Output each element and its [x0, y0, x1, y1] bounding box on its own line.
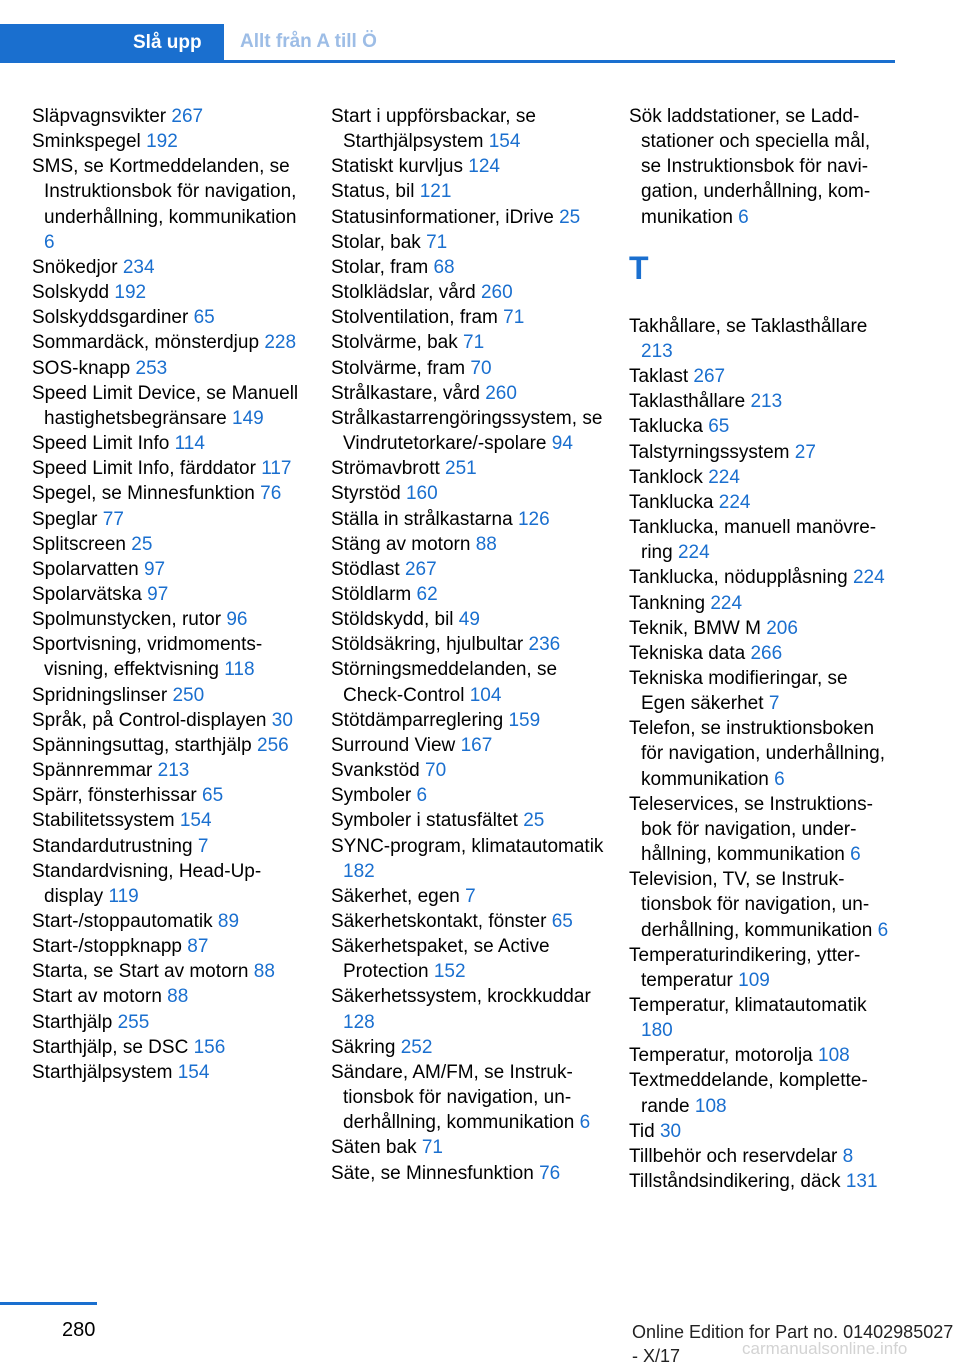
index-term: Taklucka [629, 416, 703, 438]
index-entry [331, 884, 609, 909]
index-entry [331, 733, 609, 758]
index-entry [32, 834, 310, 859]
index-term: Stolar, bak [331, 231, 421, 253]
index-term: Stödlast [331, 558, 400, 580]
index-term: Television, TV, se Instruktionsbok för navigation, underhållning, kommunikation [629, 869, 873, 941]
index-term: SOS-knapp [32, 357, 131, 379]
index-entry [32, 859, 310, 909]
index-entry [331, 1161, 609, 1186]
index-term: Teleservices, se Instruktionsbok för navigation, underhållning, kommunikation [629, 793, 873, 866]
page-ref-link[interactable]: 88 [167, 986, 189, 1008]
index-term: Stolar, fram [331, 256, 429, 278]
index-entry [331, 154, 609, 179]
index-entry [32, 984, 310, 1009]
header-tabbar [0, 0, 960, 64]
index-term: Tillbehör och reservdelar [629, 1145, 838, 1167]
index-entry [629, 716, 895, 791]
index-term: Solskyddsgardiner [32, 307, 189, 329]
index-entry [629, 1068, 895, 1118]
index-column-1 [32, 104, 310, 1085]
page-ref-link[interactable]: 206 [766, 617, 798, 639]
index-term: Solskydd [32, 282, 110, 304]
index-term: Spänningsuttag, starthjälp [32, 734, 252, 756]
page-ref-link[interactable]: 154 [177, 1061, 210, 1083]
index-term: Surround View [331, 734, 456, 756]
index-entry [32, 808, 310, 833]
index-entry [629, 616, 895, 641]
page-ref-link[interactable]: 114 [174, 433, 205, 455]
index-entry [629, 314, 895, 364]
page-ref-link[interactable]: 267 [171, 106, 204, 127]
index-term: Ställa in strålkastarna [331, 508, 513, 530]
index-term: Stäng av motorn [331, 533, 471, 555]
index-term: Spolmunstycken, rutor [32, 609, 222, 631]
index-term: Tanklucka [629, 491, 714, 513]
index-term: Temperatur, klimatautomatik [629, 995, 867, 1016]
index-entry [331, 557, 609, 582]
index-entry [32, 683, 310, 708]
index-term: Tankning [629, 592, 706, 614]
index-term: Speed Limit Info, färddator [32, 458, 256, 480]
page-ref-link[interactable]: 7 [197, 835, 209, 857]
page-ref-link[interactable]: 71 [421, 1137, 443, 1159]
page-ref-link[interactable]: 77 [102, 508, 124, 530]
index-term: Speed Limit Device, se Manuell hastighetsbegränsare [32, 382, 299, 429]
index-entry [331, 834, 609, 884]
index-entry [32, 154, 310, 255]
page-ref-link[interactable]: 131 [845, 1171, 878, 1193]
page-number: 280 [62, 1319, 96, 1341]
index-entry [331, 330, 609, 355]
index-term: Speed Limit Info [32, 433, 170, 455]
index-term: Tanklucka, nödupplåsning [629, 567, 848, 589]
index-entry [629, 666, 895, 716]
index-term: Stöldsäkring, hjulbultar [331, 634, 524, 656]
index-entry [331, 607, 609, 632]
page-ref-link[interactable]: 118 [224, 659, 255, 681]
index-entry [331, 632, 609, 657]
index-term: Stötdämparreglering [331, 709, 504, 731]
index-letter-heading: T [629, 249, 649, 286]
index-term: Starthjälp [32, 1011, 113, 1033]
index-term: Stolklädslar, vård [331, 282, 476, 304]
index-term: Säkerhetssystem, krockkuddar [331, 986, 591, 1008]
index-entry [331, 205, 609, 230]
page-ref-link[interactable]: 104 [469, 684, 502, 706]
index-entry [629, 565, 895, 590]
index-term: Styrstöd [331, 483, 401, 505]
index-term: Statiskt kurvljus [331, 156, 463, 178]
index-term: Temperatur, motorolja [629, 1045, 813, 1067]
index-entry [629, 490, 895, 515]
page-ref-link[interactable]: 224 [718, 491, 751, 513]
index-term: Tekniska data [629, 642, 746, 664]
page-ref-link[interactable]: 76 [260, 483, 282, 505]
page-ref-link[interactable]: 192 [114, 282, 147, 304]
index-entry [32, 104, 310, 129]
index-entry [331, 657, 609, 707]
index-term: Tillståndsindikering, däck [629, 1171, 841, 1193]
index-term: Släpvagnsvikter [32, 106, 167, 127]
index-term: Stöldlarm [331, 583, 412, 605]
index-entry [331, 758, 609, 783]
index-entry [331, 1035, 609, 1060]
page-ref-link[interactable]: 71 [463, 332, 485, 354]
index-entry [629, 389, 895, 414]
page-ref-link[interactable]: 25 [131, 533, 153, 555]
index-term: Spärr, fönsterhissar [32, 785, 197, 807]
index-entry [32, 507, 310, 532]
page-ref-link[interactable]: 253 [135, 357, 168, 379]
page-ref-link[interactable]: 154 [179, 810, 212, 832]
index-term: Taklast [629, 366, 689, 388]
page-ref-link[interactable]: 213 [641, 340, 673, 362]
tab-sla-upp[interactable]: Slå upp [0, 24, 224, 60]
index-entry [331, 280, 609, 305]
page-ref-link[interactable]: 70 [425, 760, 447, 782]
page-ref-link[interactable]: 224 [708, 466, 740, 488]
page-ref-link[interactable]: 108 [694, 1095, 727, 1117]
page-ref-link[interactable]: 8 [842, 1145, 854, 1167]
index-term: Spolarvatten [32, 558, 139, 580]
index-term: SMS, se Kortmeddelanden, se Instruktionsbok för navigation, underhållning, kommunikation [32, 156, 297, 228]
index-term: Start-/stoppknapp [32, 936, 182, 958]
index-entry [331, 456, 609, 481]
index-term: Teknik, BMW M [629, 617, 761, 639]
page-ref-link[interactable]: 25 [559, 206, 581, 228]
page-ref-link[interactable]: 97 [143, 558, 166, 580]
index-entry [32, 632, 310, 682]
index-term: Spännremmar [32, 760, 153, 782]
index-entry [331, 1135, 609, 1160]
page-ref-link[interactable]: 224 [677, 542, 710, 564]
header-divider [0, 60, 895, 63]
index-entry [32, 305, 310, 330]
index-entry [32, 330, 310, 355]
index-entry [629, 515, 895, 565]
page-ref-link[interactable]: 266 [750, 642, 783, 664]
index-entry [629, 465, 895, 490]
page-ref-link[interactable]: 30 [659, 1120, 682, 1142]
index-entry [331, 532, 609, 557]
index-term: Spegel, se Minnesfunktion [32, 483, 255, 505]
page-ref-link[interactable]: 88 [253, 961, 275, 983]
index-term: Säte, se Minnesfunktion [331, 1162, 534, 1184]
index-entry [629, 993, 895, 1043]
index-entry [331, 305, 609, 330]
page-ref-link[interactable]: 65 [708, 416, 730, 438]
index-term: Strålkastare, vård [331, 382, 480, 404]
index-term: SYNC-program, klimatautomatik [331, 835, 604, 857]
index-term: Standardutrustning [32, 835, 193, 857]
index-entry [32, 431, 310, 456]
page-ref-link[interactable]: 252 [400, 1036, 433, 1058]
index-term: Textmeddelande, kompletterande [629, 1070, 868, 1117]
index-term: Sändare, AM/FM, se Instruktionsbok för navigation, underhållning, kommunikation [331, 1061, 575, 1134]
page-ref-link[interactable]: 128 [343, 1011, 375, 1033]
page-ref-link[interactable]: 65 [202, 785, 224, 807]
index-term: Symboler i statusfältet [331, 810, 518, 832]
index-column-3 [629, 104, 895, 1194]
index-term: Takhållare, se Taklasthållare [629, 315, 868, 337]
index-term: Stöldskydd, bil [331, 609, 454, 631]
page-ref-link[interactable]: 87 [187, 936, 209, 958]
index-term: Spridningslinser [32, 684, 168, 706]
page-ref-link[interactable]: 25 [523, 810, 545, 832]
index-term: Tid [629, 1120, 655, 1142]
index-term: Sök laddstationer, se Laddstationer och speciella mål, se Instruktionsbok för navigation, underhållning, kommunikation [629, 106, 871, 228]
page-ref-link[interactable]: 213 [750, 391, 783, 413]
index-term: Stabilitetssystem [32, 810, 175, 832]
index-entry [331, 481, 609, 506]
index-term: Svankstöd [331, 760, 420, 782]
page-ref-link[interactable]: 65 [193, 307, 215, 329]
page-ref-link[interactable]: 255 [117, 1011, 150, 1033]
index-term: Talstyrningssystem [629, 441, 790, 463]
page-ref-link[interactable]: 108 [818, 1045, 850, 1067]
page-ref-link[interactable]: 236 [528, 634, 561, 656]
index-entry [629, 104, 895, 230]
index-entry [629, 414, 895, 439]
page-ref-link[interactable]: 156 [193, 1036, 226, 1058]
index-entry [32, 129, 310, 154]
index-term: Tekniska modifieringar, se Egen säkerhet [629, 667, 848, 715]
page-ref-link[interactable]: 7 [465, 885, 476, 907]
index-entry [32, 783, 310, 808]
page-ref-link[interactable]: 30 [271, 709, 293, 731]
index-term: Tanklucka, manuell manövrering [629, 517, 877, 564]
index-term: Säkerhetspaket, se Active Protection [331, 936, 550, 983]
page-ref-link[interactable]: 234 [122, 256, 155, 278]
page-ref-link[interactable]: 167 [460, 734, 493, 756]
page-ref-link[interactable]: 76 [539, 1162, 561, 1184]
page-ref-link[interactable]: 6 [416, 785, 428, 807]
index-entry [331, 582, 609, 607]
index-term: Säkerhetskontakt, fönster [331, 911, 547, 932]
page-ref-link[interactable]: 71 [503, 307, 525, 329]
page-ref-link[interactable]: 160 [405, 483, 438, 505]
index-term: Strålkastarrengöringssystem, se Vindrutetorkare/-spolare [331, 407, 603, 455]
index-entry [32, 582, 310, 607]
index-term: Säten bak [331, 1137, 417, 1159]
index-term: Säkring [331, 1036, 396, 1058]
index-column-2 [331, 104, 609, 1186]
index-term: Splitscreen [32, 533, 126, 555]
index-entry [32, 456, 310, 481]
index-entry [331, 934, 609, 984]
page-ref-link[interactable]: 6 [774, 768, 785, 790]
index-term: Spolarvätska [32, 583, 142, 605]
index-entry [32, 356, 310, 381]
watermark: carmanualsonline.info [742, 1339, 908, 1358]
page-number-rule [0, 1302, 97, 1305]
page-ref-link[interactable]: 154 [488, 131, 521, 153]
index-entry [32, 909, 310, 934]
index-term: Temperaturindikering, yttertemperatur [629, 944, 861, 991]
index-term: Språk, på Control-displayen [32, 709, 267, 731]
page-ref-link[interactable]: 180 [641, 1020, 673, 1042]
page-ref-link[interactable]: 94 [551, 433, 573, 455]
edition-info: Online Edition for Part no. 01402985027 - X/17 [632, 1322, 954, 1366]
tab-allt-fran-a-till-o[interactable]: Allt från A till Ö [240, 31, 377, 52]
page-ref-link[interactable]: 182 [343, 860, 375, 882]
index-entry [629, 1169, 895, 1194]
page-ref-link[interactable]: 260 [485, 382, 517, 404]
index-entry [32, 607, 310, 632]
index-entry [629, 1144, 895, 1169]
page-ref-link[interactable]: 124 [468, 156, 500, 178]
page-ref-link[interactable]: 109 [738, 969, 770, 991]
page-ref-link[interactable]: 70 [470, 357, 492, 379]
index-entry [629, 641, 895, 666]
page-ref-link[interactable]: 192 [146, 131, 178, 153]
index-entry [629, 1119, 895, 1144]
index-entry [331, 507, 609, 532]
index-term: Sminkspegel [32, 131, 141, 153]
index-term: Störningsmeddelanden, se Check-Control [331, 659, 558, 706]
page-ref-link[interactable]: 250 [172, 684, 205, 706]
index-entry [32, 557, 310, 582]
index-entry [331, 230, 609, 255]
index-entry [629, 1043, 895, 1068]
index-term: Snökedjor [32, 256, 118, 278]
index-entry [331, 104, 609, 154]
page-ref-link[interactable]: 65 [551, 911, 573, 932]
index-entry [32, 481, 310, 506]
page-ref-link[interactable]: 267 [404, 558, 437, 580]
index-entry [629, 867, 895, 942]
index-entry [331, 255, 609, 280]
page-ref-link[interactable]: 7 [768, 693, 780, 715]
page-ref-link[interactable]: 62 [416, 583, 438, 605]
page-ref-link[interactable]: 97 [147, 583, 169, 605]
index-entry [32, 381, 310, 431]
page-ref-link[interactable]: 89 [217, 911, 240, 932]
index-term: Symboler [331, 785, 412, 807]
index-entry [629, 440, 895, 465]
index-term: Start-/stoppautomatik [32, 911, 213, 932]
page-ref-link[interactable]: 6 [579, 1112, 591, 1134]
page-ref-link[interactable]: 228 [264, 332, 297, 354]
index-entry [331, 1060, 609, 1135]
page-ref-link[interactable]: 71 [426, 231, 448, 253]
index-entry [32, 959, 310, 984]
page-ref-link[interactable]: 159 [508, 709, 541, 731]
index-term: Status, bil [331, 181, 415, 203]
index-entry [629, 792, 895, 867]
index-entry [629, 943, 895, 993]
index-term: Start av motorn [32, 986, 162, 1008]
page-ref-link[interactable]: 267 [693, 366, 726, 388]
index-term: Starthjälpsystem [32, 1061, 173, 1083]
page-ref-link[interactable]: 6 [850, 844, 861, 866]
index-term: Tanklock [629, 466, 703, 488]
index-entry [331, 984, 609, 1034]
index-term: Statusinformationer, iDrive [331, 206, 554, 228]
page-ref-link[interactable]: 126 [517, 508, 550, 530]
index-entry [32, 733, 310, 758]
index-entry [32, 708, 310, 733]
index-entry [32, 280, 310, 305]
index-term: Starthjälp, se DSC [32, 1036, 189, 1058]
index-entry [331, 179, 609, 204]
index-entry [32, 1010, 310, 1035]
index-term: Strömavbrott [331, 458, 440, 480]
page-ref-link[interactable]: 96 [226, 609, 248, 631]
index-term: Standardvisning, Head-Up-display [32, 860, 262, 907]
page-ref-link[interactable]: 256 [257, 734, 289, 756]
index-entry [331, 708, 609, 733]
index-entry [32, 1060, 310, 1085]
index-entry [331, 783, 609, 808]
index-entry [32, 758, 310, 783]
page-ref-link[interactable]: 251 [445, 458, 477, 480]
page-ref-link[interactable]: 68 [433, 256, 455, 278]
index-term: Säkerhet, egen [331, 885, 460, 907]
index-entry [32, 1035, 310, 1060]
page-ref-link[interactable]: 88 [475, 533, 497, 555]
index-entry [32, 532, 310, 557]
index-entry [331, 808, 609, 833]
page-ref-link[interactable]: 6 [44, 231, 55, 253]
index-term: Speglar [32, 508, 98, 530]
page-ref-link[interactable]: 49 [458, 609, 480, 631]
index-term: Stolvärme, bak [331, 332, 458, 354]
page-ref-link[interactable]: 224 [710, 592, 743, 614]
index-entry [331, 909, 609, 934]
index-term: Taklasthållare [629, 391, 746, 413]
index-term: Sportvisning, vridmomentsvisning, effektvisning [32, 634, 263, 681]
index-term: Sommardäck, mönsterdjup [32, 332, 260, 354]
index-term: Stolventilation, fram [331, 307, 498, 329]
page-ref-link[interactable]: 6 [738, 206, 749, 228]
page-ref-link[interactable]: 260 [480, 282, 513, 304]
index-entry [629, 364, 895, 389]
page-ref-link[interactable]: 213 [157, 760, 190, 782]
page-ref-link[interactable]: 152 [433, 961, 466, 983]
index-term: Stolvärme, fram [331, 357, 466, 379]
index-entry [32, 255, 310, 280]
index-entry [331, 406, 609, 456]
index-entry [629, 591, 895, 616]
index-entry [331, 356, 609, 381]
index-term: Telefon, se instruktionsboken för navigation, underhållning, kommunikation [629, 718, 886, 790]
index-term: Starta, se Start av motorn [32, 961, 249, 983]
page-ref-link[interactable]: 117 [261, 458, 292, 480]
index-entry [331, 381, 609, 406]
page-ref-link[interactable]: 224 [852, 567, 885, 589]
index-entry [32, 934, 310, 959]
page-ref-link[interactable]: 119 [108, 885, 139, 907]
index-term: Start i uppförsbackar, se Starthjälpsystem [331, 106, 536, 153]
page-ref-link[interactable]: 121 [419, 181, 452, 203]
page-ref-link[interactable]: 149 [232, 407, 264, 429]
page-ref-link[interactable]: 27 [794, 441, 816, 463]
page-ref-link[interactable]: 6 [877, 919, 889, 941]
